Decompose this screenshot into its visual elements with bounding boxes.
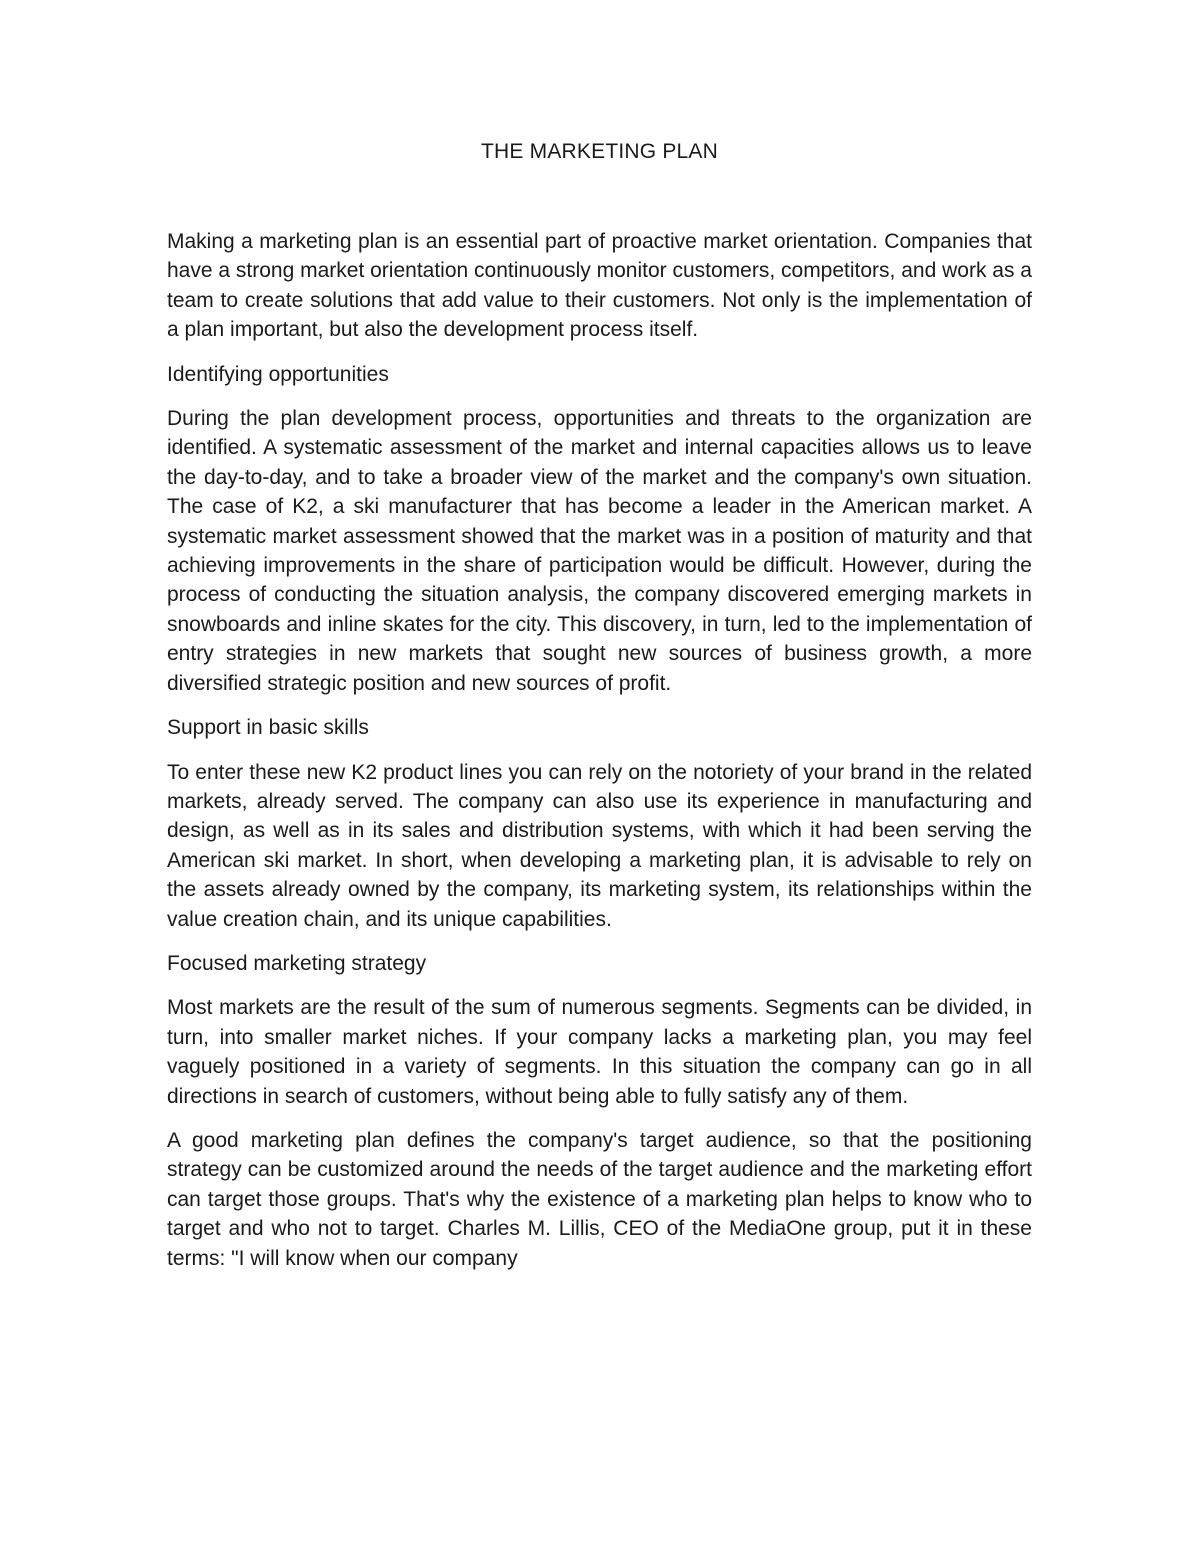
- section-heading-support-in-basic-skills: Support in basic skills: [167, 716, 369, 740]
- intro-paragraph: Making a marketing plan is an essential part of proactive market orientation. Companies that have a strong market orientation continuously monitor customers, competitors, and work as a team to create solutions that add value to their customers. Not only is the implementation of a plan important, but also the development process itself.: [167, 230, 1032, 342]
- document-title: THE MARKETING PLAN: [481, 140, 718, 163]
- section-heading-identifying-opportunities: Identifying opportunities: [167, 362, 389, 386]
- section-paragraph: A good marketing plan defines the company's target audience, so that the positioning strategy can be customized around the needs of the target audience and the marketing effort can target those groups. That's why the existence of a marketing plan helps to know who to target and who not to target. Charles M. Lillis, CEO of the MediaOne group, put it in these terms: "I will know when our company: [167, 1128, 1032, 1270]
- section-paragraph: To enter these new K2 product lines you can rely on the notoriety of your brand in the related markets, already served. The company can also use its experience in manufacturing and design, as well as in its sales and distribution systems, with which it had been serving the American ski market. In short, when developing a marketing plan, it is advisable to rely on the assets already owned by the company, its marketing system, its relationships within the value creation chain, and its unique capabilities.: [167, 760, 1032, 931]
- section-paragraph: During the plan development process, opportunities and threats to the organization are identified. A systematic assessment of the market and internal capacities allows us to leave the day-to-day, and to take a broader view of the market and the company's own situation. The case of K2, a ski manufacturer that has become a leader in the American market. A systematic market assessment showed that the market was in a position of maturity and that achieving improvements in the share of participation would be difficult. However, during the process of conducting the situation analysis, the company discovered emerging markets in snowboards and inline skates for the city. This discovery, in turn, led to the implementation of entry strategies in new markets that sought new sources of business growth, a more diversified strategic position and new sources of profit.: [167, 407, 1032, 695]
- section-paragraph: Most markets are the result of the sum of numerous segments. Segments can be divided, in turn, into smaller market niches. If your company lacks a marketing plan, you may feel vaguely positioned in a variety of segments. In this situation the company can go in all directions in search of customers, without being able to fully satisfy any of them.: [167, 996, 1032, 1108]
- document-body: [167, 137, 1032, 1288]
- section-heading-focused-marketing-strategy: Focused marketing strategy: [167, 951, 427, 975]
